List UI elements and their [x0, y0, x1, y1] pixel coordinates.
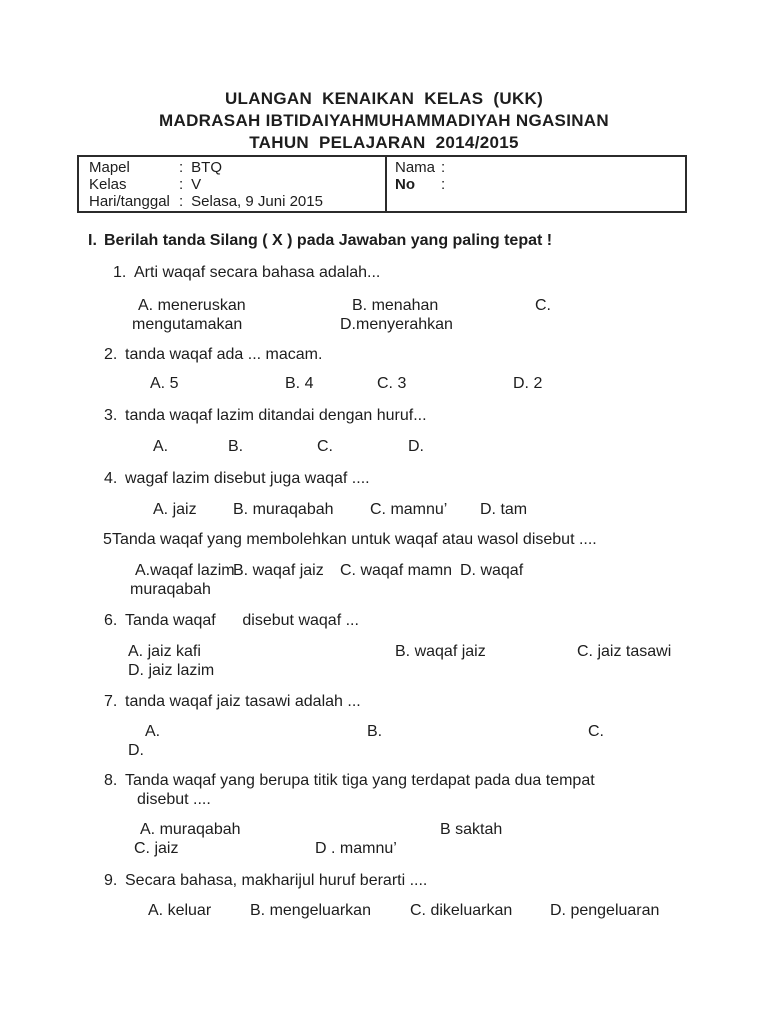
question-5-text: Tanda waqaf yang membolehkan untuk waqaf atau wasol disebut .... — [112, 531, 597, 548]
question-3-number: 3. — [104, 407, 118, 424]
info-right-cell — [385, 157, 685, 211]
question-8-option-a: A. muraqabah — [140, 821, 241, 838]
question-3-text: tanda waqaf lazim ditandai dengan huruf... — [125, 407, 427, 424]
question-8-text-line-1: Tanda waqaf yang berupa titik tiga yang terdapat pada dua tempat — [125, 772, 595, 789]
question-9-option-c: C. dikeluarkan — [410, 902, 513, 919]
question-9-line — [0, 871, 768, 890]
question-8-option-d: D . mamnu’ — [315, 840, 397, 857]
question-7-option-a: A. — [145, 723, 161, 740]
exam-title-line-3: TAHUN PELAJARAN 2014/2015 — [249, 133, 519, 152]
question-4-option-d: D. tam — [480, 501, 528, 518]
section-1-heading — [0, 231, 768, 250]
question-1-text: Arti waqaf secara bahasa adalah... — [134, 264, 381, 281]
hari-tanggal-label: Hari/tanggal — [89, 193, 170, 210]
question-5-line — [0, 530, 768, 549]
question-5-options-line-2 — [0, 580, 768, 599]
question-1-option-c-continued: mengutamakan — [132, 316, 243, 333]
question-9-number: 9. — [104, 872, 118, 889]
question-7-option-d: D. — [128, 742, 144, 759]
question-4-options-line — [0, 500, 768, 519]
question-6-option-c: C. jaiz tasawi — [577, 643, 672, 660]
question-1-number: 1. — [113, 264, 127, 281]
question-9-option-d: D. pengeluaran — [550, 902, 660, 919]
kelas-colon: : — [179, 176, 184, 193]
question-1-options-line-2 — [0, 315, 768, 334]
question-6-options-line-2 — [0, 661, 768, 680]
question-9-text: Secara bahasa, makharijul huruf berarti .... — [125, 872, 428, 889]
exam-title — [0, 88, 768, 154]
question-2-option-c: C. 3 — [377, 375, 407, 392]
question-8-option-c: C. jaiz — [134, 840, 179, 857]
question-6-line — [0, 611, 768, 630]
nama-colon: : — [441, 159, 446, 176]
question-6-text: Tanda waqaf disebut waqaf ... — [125, 612, 359, 629]
question-5-number: 5 — [103, 531, 112, 548]
question-9-option-b: B. mengeluarkan — [250, 902, 371, 919]
question-8-number: 8. — [104, 772, 118, 789]
question-1-options-line-1 — [0, 296, 768, 315]
question-2-option-b: B. 4 — [285, 375, 314, 392]
section-1-numeral: I. — [88, 232, 97, 249]
info-left-cell — [79, 157, 385, 211]
question-5-option-b: B. waqaf jaiz — [233, 562, 324, 579]
nama-label: Nama — [395, 159, 436, 176]
question-3-option-d: D. — [408, 438, 424, 455]
question-4-option-b: B. muraqabah — [233, 501, 334, 518]
kelas-value: V — [191, 176, 202, 193]
info-row-hari-tanggal — [89, 193, 385, 210]
exam-title-line-1: ULANGAN KENAIKAN KELAS (UKK) — [224, 89, 544, 108]
question-3-option-a: A. — [153, 438, 169, 455]
question-5-options-line-1 — [0, 561, 768, 580]
question-1-option-d: D.menyerahkan — [340, 316, 453, 333]
question-2-number: 2. — [104, 346, 118, 363]
no-colon: : — [441, 176, 446, 193]
info-row-nama — [395, 159, 685, 176]
question-7-number: 7. — [104, 693, 118, 710]
question-6-option-b: B. waqaf jaiz — [395, 643, 486, 660]
question-7-option-b: B. — [367, 723, 383, 740]
question-4-number: 4. — [104, 470, 118, 487]
question-7-text: tanda waqaf jaiz tasawi adalah ... — [125, 693, 361, 710]
question-1-option-a: A. meneruskan — [138, 297, 246, 314]
question-9-option-a: A. keluar — [148, 902, 212, 919]
question-6-option-d: D. jaiz lazim — [128, 662, 215, 679]
question-5-option-a: A.waqaf lazim — [135, 562, 235, 579]
hari-tanggal-colon: : — [179, 193, 184, 210]
section-1-instruction: Berilah tanda Silang ( X ) pada Jawaban yang paling tepat ! — [104, 232, 553, 249]
question-1-option-b: B. menahan — [352, 297, 439, 314]
question-1-line — [0, 263, 768, 282]
question-7-option-c: C. — [588, 723, 604, 740]
info-row-kelas — [89, 176, 385, 193]
question-9-options-line — [0, 901, 768, 920]
question-3-option-c: C. — [317, 438, 333, 455]
mapel-label: Mapel — [89, 159, 130, 176]
question-5-option-d-continued: muraqabah — [130, 581, 211, 598]
info-table — [77, 155, 687, 213]
question-4-line — [0, 469, 768, 488]
question-6-option-a: A. jaiz kafi — [128, 643, 201, 660]
question-4-option-a: A. jaiz — [153, 501, 197, 518]
info-row-no — [395, 176, 685, 193]
question-8-text-line-2: disebut .... — [137, 791, 211, 808]
question-8-options-line-2 — [0, 839, 768, 858]
mapel-value: BTQ — [191, 159, 223, 176]
mapel-colon: : — [179, 159, 184, 176]
no-label: No — [395, 176, 415, 193]
question-2-option-d: D. 2 — [513, 375, 543, 392]
hari-tanggal-value: Selasa, 9 Juni 2015 — [191, 193, 323, 210]
question-4-option-c: C. mamnu’ — [370, 501, 448, 518]
question-6-options-line-1 — [0, 642, 768, 661]
question-7-options-line-1 — [0, 722, 768, 741]
question-8-line-2 — [0, 790, 768, 809]
info-row-mapel — [89, 159, 385, 176]
question-8-options-line-1 — [0, 820, 768, 839]
question-7-options-line-2 — [0, 741, 768, 760]
question-2-options-line — [0, 374, 768, 393]
question-2-option-a: A. 5 — [150, 375, 179, 392]
question-6-number: 6. — [104, 612, 118, 629]
question-8-line-1 — [0, 771, 768, 790]
question-7-line — [0, 692, 768, 711]
question-3-line — [0, 406, 768, 425]
question-5-option-d: D. waqaf — [460, 562, 524, 579]
question-8-option-b: B saktah — [440, 821, 503, 838]
question-2-text: tanda waqaf ada ... macam. — [125, 346, 323, 363]
exam-title-line-2: MADRASAH IBTIDAIYAHMUHAMMADIYAH NGASINAN — [159, 111, 609, 130]
question-4-text: wagaf lazim disebut juga waqaf .... — [125, 470, 370, 487]
question-5-option-c: C. waqaf mamn — [340, 562, 453, 579]
kelas-label: Kelas — [89, 176, 127, 193]
question-3-option-b: B. — [228, 438, 244, 455]
question-1-option-c: C. — [535, 297, 551, 314]
question-3-options-line — [0, 437, 768, 456]
question-2-line — [0, 345, 768, 364]
